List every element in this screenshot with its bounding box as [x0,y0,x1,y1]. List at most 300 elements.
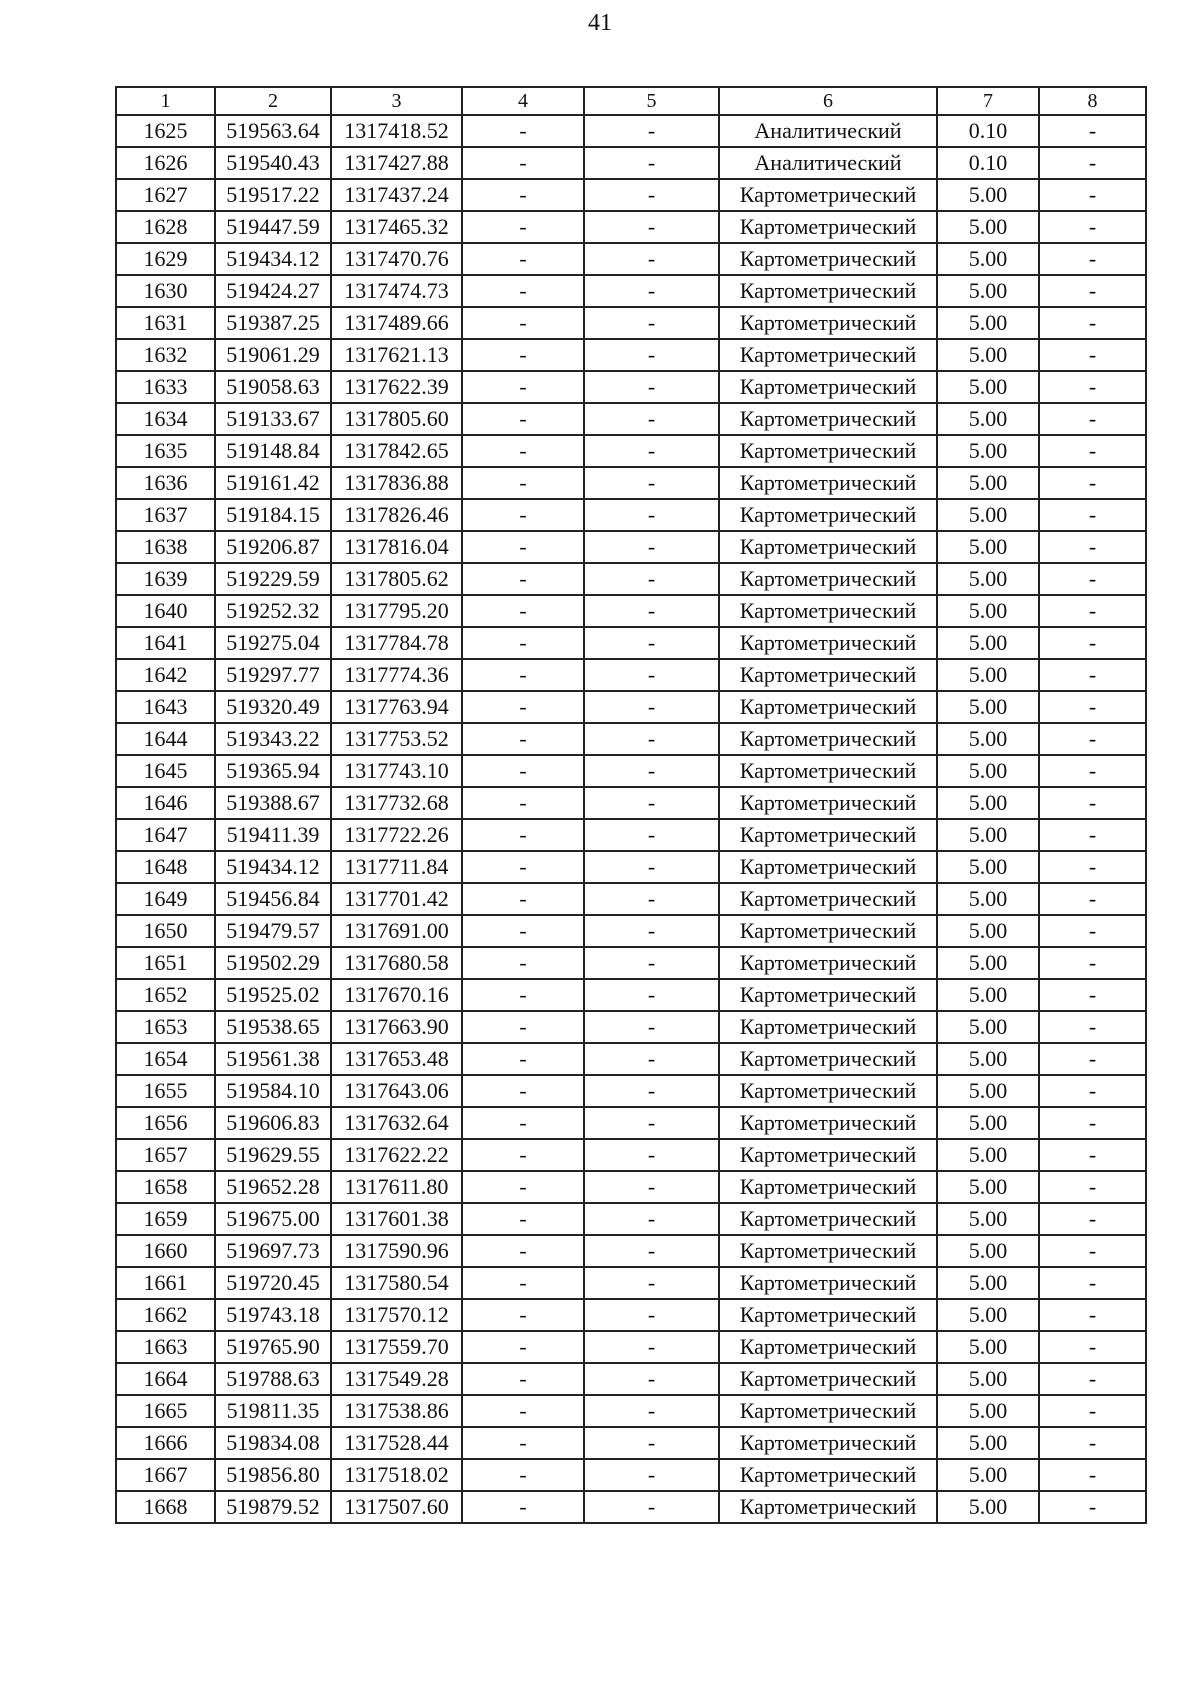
y-coordinate-cell: 1317743.10 [331,755,462,787]
method-cell: Картометрический [719,819,937,851]
method-cell: Картометрический [719,563,937,595]
point-number-cell: 1657 [116,1139,215,1171]
table-row [116,1363,1146,1395]
y-coordinate-cell: 1317763.94 [331,691,462,723]
table-row [116,499,1146,531]
column-5-cell: - [584,691,719,723]
point-number-cell: 1665 [116,1395,215,1427]
column-8-cell: - [1039,1203,1146,1235]
y-coordinate-cell: 1317489.66 [331,307,462,339]
x-coordinate-cell: 519517.22 [215,179,331,211]
column-8-cell: - [1039,1075,1146,1107]
method-cell: Картометрический [719,691,937,723]
column-4-cell: - [462,1299,584,1331]
x-coordinate-cell: 519206.87 [215,531,331,563]
method-cell: Картометрический [719,1139,937,1171]
method-cell: Картометрический [719,659,937,691]
point-number-cell: 1668 [116,1491,215,1523]
x-coordinate-cell: 519606.83 [215,1107,331,1139]
point-number-cell: 1667 [116,1459,215,1491]
table-row [116,243,1146,275]
header-cell-8: 8 [1039,87,1146,115]
method-cell: Картометрический [719,1331,937,1363]
column-8-cell: - [1039,787,1146,819]
x-coordinate-cell: 519411.39 [215,819,331,851]
column-4-cell: - [462,1139,584,1171]
y-coordinate-cell: 1317622.39 [331,371,462,403]
method-cell: Картометрический [719,883,937,915]
accuracy-cell: 5.00 [937,1459,1039,1491]
table-row [116,1075,1146,1107]
accuracy-cell: 5.00 [937,787,1039,819]
header-cell-7: 7 [937,87,1039,115]
column-4-cell: - [462,531,584,563]
accuracy-cell: 5.00 [937,1331,1039,1363]
column-4-cell: - [462,947,584,979]
column-4-cell: - [462,1395,584,1427]
table-row [116,339,1146,371]
point-number-cell: 1641 [116,627,215,659]
column-4-cell: - [462,1075,584,1107]
table-row [116,1459,1146,1491]
y-coordinate-cell: 1317437.24 [331,179,462,211]
column-8-cell: - [1039,403,1146,435]
accuracy-cell: 5.00 [937,563,1039,595]
accuracy-cell: 5.00 [937,883,1039,915]
column-5-cell: - [584,339,719,371]
column-5-cell: - [584,1043,719,1075]
column-5-cell: - [584,979,719,1011]
column-5-cell: - [584,1235,719,1267]
accuracy-cell: 0.10 [937,115,1039,147]
table-row [116,979,1146,1011]
column-5-cell: - [584,851,719,883]
table-row [116,1203,1146,1235]
page-number: 41 [588,10,612,36]
table-row [116,275,1146,307]
point-number-cell: 1629 [116,243,215,275]
x-coordinate-cell: 519161.42 [215,467,331,499]
method-cell: Аналитический [719,147,937,179]
x-coordinate-cell: 519629.55 [215,1139,331,1171]
column-8-cell: - [1039,307,1146,339]
column-8-cell: - [1039,1043,1146,1075]
method-cell: Картометрический [719,915,937,947]
x-coordinate-cell: 519540.43 [215,147,331,179]
accuracy-cell: 5.00 [937,1235,1039,1267]
table-row [116,371,1146,403]
column-5-cell: - [584,1011,719,1043]
column-4-cell: - [462,883,584,915]
accuracy-cell: 5.00 [937,467,1039,499]
x-coordinate-cell: 519434.12 [215,851,331,883]
x-coordinate-cell: 519743.18 [215,1299,331,1331]
method-cell: Картометрический [719,339,937,371]
column-5-cell: - [584,467,719,499]
table-row [116,755,1146,787]
column-5-cell: - [584,147,719,179]
column-5-cell: - [584,1459,719,1491]
accuracy-cell: 5.00 [937,307,1039,339]
accuracy-cell: 5.00 [937,211,1039,243]
table-row [116,915,1146,947]
method-cell: Картометрический [719,531,937,563]
column-8-cell: - [1039,1107,1146,1139]
column-8-cell: - [1039,1363,1146,1395]
accuracy-cell: 5.00 [937,915,1039,947]
x-coordinate-cell: 519365.94 [215,755,331,787]
point-number-cell: 1662 [116,1299,215,1331]
table-row [116,1427,1146,1459]
point-number-cell: 1640 [116,595,215,627]
y-coordinate-cell: 1317507.60 [331,1491,462,1523]
point-number-cell: 1626 [116,147,215,179]
column-4-cell: - [462,435,584,467]
y-coordinate-cell: 1317418.52 [331,115,462,147]
x-coordinate-cell: 519456.84 [215,883,331,915]
column-4-cell: - [462,723,584,755]
method-cell: Картометрический [719,371,937,403]
y-coordinate-cell: 1317826.46 [331,499,462,531]
point-number-cell: 1643 [116,691,215,723]
column-8-cell: - [1039,723,1146,755]
point-number-cell: 1661 [116,1267,215,1299]
table-row [116,1491,1146,1523]
column-5-cell: - [584,1331,719,1363]
header-cell-6: 6 [719,87,937,115]
y-coordinate-cell: 1317805.60 [331,403,462,435]
method-cell: Картометрический [719,979,937,1011]
y-coordinate-cell: 1317580.54 [331,1267,462,1299]
x-coordinate-cell: 519320.49 [215,691,331,723]
y-coordinate-cell: 1317470.76 [331,243,462,275]
accuracy-cell: 5.00 [937,403,1039,435]
accuracy-cell: 5.00 [937,1395,1039,1427]
x-coordinate-cell: 519525.02 [215,979,331,1011]
y-coordinate-cell: 1317711.84 [331,851,462,883]
accuracy-cell: 5.00 [937,1075,1039,1107]
y-coordinate-cell: 1317570.12 [331,1299,462,1331]
column-4-cell: - [462,1427,584,1459]
column-4-cell: - [462,915,584,947]
column-4-cell: - [462,467,584,499]
point-number-cell: 1651 [116,947,215,979]
column-4-cell: - [462,179,584,211]
column-5-cell: - [584,883,719,915]
y-coordinate-cell: 1317518.02 [331,1459,462,1491]
point-number-cell: 1659 [116,1203,215,1235]
point-number-cell: 1660 [116,1235,215,1267]
point-number-cell: 1638 [116,531,215,563]
table-body [116,115,1146,1523]
accuracy-cell: 5.00 [937,723,1039,755]
y-coordinate-cell: 1317559.70 [331,1331,462,1363]
column-8-cell: - [1039,243,1146,275]
method-cell: Картометрический [719,851,937,883]
table-row [116,1395,1146,1427]
y-coordinate-cell: 1317805.62 [331,563,462,595]
table-row [116,1011,1146,1043]
accuracy-cell: 5.00 [937,627,1039,659]
column-5-cell: - [584,403,719,435]
y-coordinate-cell: 1317663.90 [331,1011,462,1043]
column-5-cell: - [584,659,719,691]
column-5-cell: - [584,723,719,755]
column-5-cell: - [584,179,719,211]
point-number-cell: 1625 [116,115,215,147]
column-5-cell: - [584,819,719,851]
column-5-cell: - [584,1203,719,1235]
point-number-cell: 1650 [116,915,215,947]
column-5-cell: - [584,499,719,531]
point-number-cell: 1639 [116,563,215,595]
column-8-cell: - [1039,755,1146,787]
method-cell: Картометрический [719,211,937,243]
accuracy-cell: 5.00 [937,1139,1039,1171]
column-5-cell: - [584,307,719,339]
table-row [116,947,1146,979]
column-8-cell: - [1039,819,1146,851]
table-row [116,1235,1146,1267]
y-coordinate-cell: 1317784.78 [331,627,462,659]
point-number-cell: 1633 [116,371,215,403]
column-4-cell: - [462,627,584,659]
column-8-cell: - [1039,467,1146,499]
y-coordinate-cell: 1317836.88 [331,467,462,499]
accuracy-cell: 5.00 [937,691,1039,723]
column-5-cell: - [584,595,719,627]
column-5-cell: - [584,1427,719,1459]
x-coordinate-cell: 519343.22 [215,723,331,755]
accuracy-cell: 5.00 [937,1427,1039,1459]
column-8-cell: - [1039,851,1146,883]
column-5-cell: - [584,1075,719,1107]
method-cell: Картометрический [719,1011,937,1043]
column-5-cell: - [584,787,719,819]
accuracy-cell: 5.00 [937,339,1039,371]
y-coordinate-cell: 1317611.80 [331,1171,462,1203]
column-4-cell: - [462,275,584,307]
method-cell: Картометрический [719,243,937,275]
column-8-cell: - [1039,339,1146,371]
x-coordinate-cell: 519133.67 [215,403,331,435]
table-row [116,1171,1146,1203]
x-coordinate-cell: 519434.12 [215,243,331,275]
method-cell: Картометрический [719,403,937,435]
table-row [116,1043,1146,1075]
column-8-cell: - [1039,1331,1146,1363]
column-5-cell: - [584,115,719,147]
method-cell: Картометрический [719,723,937,755]
x-coordinate-cell: 519834.08 [215,1427,331,1459]
column-8-cell: - [1039,371,1146,403]
table-row [116,563,1146,595]
column-5-cell: - [584,755,719,787]
method-cell: Картометрический [719,1075,937,1107]
accuracy-cell: 5.00 [937,1107,1039,1139]
x-coordinate-cell: 519479.57 [215,915,331,947]
x-coordinate-cell: 519697.73 [215,1235,331,1267]
accuracy-cell: 5.00 [937,947,1039,979]
accuracy-cell: 5.00 [937,819,1039,851]
table-row [116,403,1146,435]
accuracy-cell: 5.00 [937,531,1039,563]
column-4-cell: - [462,1235,584,1267]
column-4-cell: - [462,979,584,1011]
method-cell: Картометрический [719,179,937,211]
method-cell: Картометрический [719,1235,937,1267]
column-5-cell: - [584,1139,719,1171]
point-number-cell: 1652 [116,979,215,1011]
table-row [116,883,1146,915]
column-8-cell: - [1039,1395,1146,1427]
y-coordinate-cell: 1317632.64 [331,1107,462,1139]
column-4-cell: - [462,1107,584,1139]
column-4-cell: - [462,371,584,403]
accuracy-cell: 5.00 [937,1171,1039,1203]
column-5-cell: - [584,371,719,403]
header-cell-4: 4 [462,87,584,115]
x-coordinate-cell: 519447.59 [215,211,331,243]
column-8-cell: - [1039,627,1146,659]
point-number-cell: 1655 [116,1075,215,1107]
method-cell: Картометрический [719,1299,937,1331]
column-4-cell: - [462,691,584,723]
column-4-cell: - [462,819,584,851]
column-4-cell: - [462,1363,584,1395]
point-number-cell: 1648 [116,851,215,883]
column-5-cell: - [584,1395,719,1427]
column-4-cell: - [462,563,584,595]
column-8-cell: - [1039,1299,1146,1331]
table-row [116,1107,1146,1139]
y-coordinate-cell: 1317722.26 [331,819,462,851]
table-row [116,627,1146,659]
table-row [116,659,1146,691]
method-cell: Картометрический [719,627,937,659]
table-row [116,467,1146,499]
column-8-cell: - [1039,883,1146,915]
accuracy-cell: 5.00 [937,435,1039,467]
method-cell: Картометрический [719,1491,937,1523]
column-8-cell: - [1039,531,1146,563]
y-coordinate-cell: 1317701.42 [331,883,462,915]
table-row [116,211,1146,243]
point-number-cell: 1627 [116,179,215,211]
y-coordinate-cell: 1317691.00 [331,915,462,947]
column-5-cell: - [584,1267,719,1299]
y-coordinate-cell: 1317427.88 [331,147,462,179]
column-8-cell: - [1039,1267,1146,1299]
accuracy-cell: 5.00 [937,851,1039,883]
column-8-cell: - [1039,691,1146,723]
column-4-cell: - [462,1491,584,1523]
table-row [116,595,1146,627]
method-cell: Картометрический [719,499,937,531]
column-5-cell: - [584,627,719,659]
accuracy-cell: 5.00 [937,979,1039,1011]
column-4-cell: - [462,1011,584,1043]
column-8-cell: - [1039,435,1146,467]
accuracy-cell: 5.00 [937,1267,1039,1299]
x-coordinate-cell: 519652.28 [215,1171,331,1203]
point-number-cell: 1628 [116,211,215,243]
accuracy-cell: 5.00 [937,275,1039,307]
table-row [116,723,1146,755]
x-coordinate-cell: 519388.67 [215,787,331,819]
x-coordinate-cell: 519184.15 [215,499,331,531]
method-cell: Картометрический [719,1171,937,1203]
column-5-cell: - [584,1363,719,1395]
column-4-cell: - [462,499,584,531]
x-coordinate-cell: 519061.29 [215,339,331,371]
column-5-cell: - [584,211,719,243]
column-5-cell: - [584,435,719,467]
x-coordinate-cell: 519252.32 [215,595,331,627]
method-cell: Картометрический [719,1107,937,1139]
y-coordinate-cell: 1317601.38 [331,1203,462,1235]
method-cell: Картометрический [719,1395,937,1427]
table-row [116,819,1146,851]
column-8-cell: - [1039,115,1146,147]
column-8-cell: - [1039,915,1146,947]
y-coordinate-cell: 1317528.44 [331,1427,462,1459]
column-5-cell: - [584,275,719,307]
y-coordinate-cell: 1317653.48 [331,1043,462,1075]
column-4-cell: - [462,755,584,787]
y-coordinate-cell: 1317590.96 [331,1235,462,1267]
x-coordinate-cell: 519229.59 [215,563,331,595]
column-5-cell: - [584,563,719,595]
point-number-cell: 1666 [116,1427,215,1459]
x-coordinate-cell: 519788.63 [215,1363,331,1395]
column-4-cell: - [462,1043,584,1075]
y-coordinate-cell: 1317465.32 [331,211,462,243]
column-4-cell: - [462,1331,584,1363]
x-coordinate-cell: 519538.65 [215,1011,331,1043]
y-coordinate-cell: 1317621.13 [331,339,462,371]
column-4-cell: - [462,851,584,883]
column-5-cell: - [584,1491,719,1523]
table-row [116,1331,1146,1363]
point-number-cell: 1637 [116,499,215,531]
accuracy-cell: 5.00 [937,1203,1039,1235]
method-cell: Картометрический [719,1043,937,1075]
accuracy-cell: 5.00 [937,1043,1039,1075]
accuracy-cell: 5.00 [937,243,1039,275]
x-coordinate-cell: 519811.35 [215,1395,331,1427]
method-cell: Картометрический [719,1459,937,1491]
x-coordinate-cell: 519675.00 [215,1203,331,1235]
column-8-cell: - [1039,1171,1146,1203]
x-coordinate-cell: 519148.84 [215,435,331,467]
method-cell: Картометрический [719,947,937,979]
point-number-cell: 1653 [116,1011,215,1043]
x-coordinate-cell: 519856.80 [215,1459,331,1491]
table-row [116,435,1146,467]
column-4-cell: - [462,659,584,691]
accuracy-cell: 5.00 [937,1491,1039,1523]
point-number-cell: 1646 [116,787,215,819]
column-5-cell: - [584,243,719,275]
header-cell-2: 2 [215,87,331,115]
point-number-cell: 1635 [116,435,215,467]
accuracy-cell: 0.10 [937,147,1039,179]
point-number-cell: 1630 [116,275,215,307]
column-4-cell: - [462,307,584,339]
method-cell: Картометрический [719,787,937,819]
method-cell: Картометрический [719,307,937,339]
